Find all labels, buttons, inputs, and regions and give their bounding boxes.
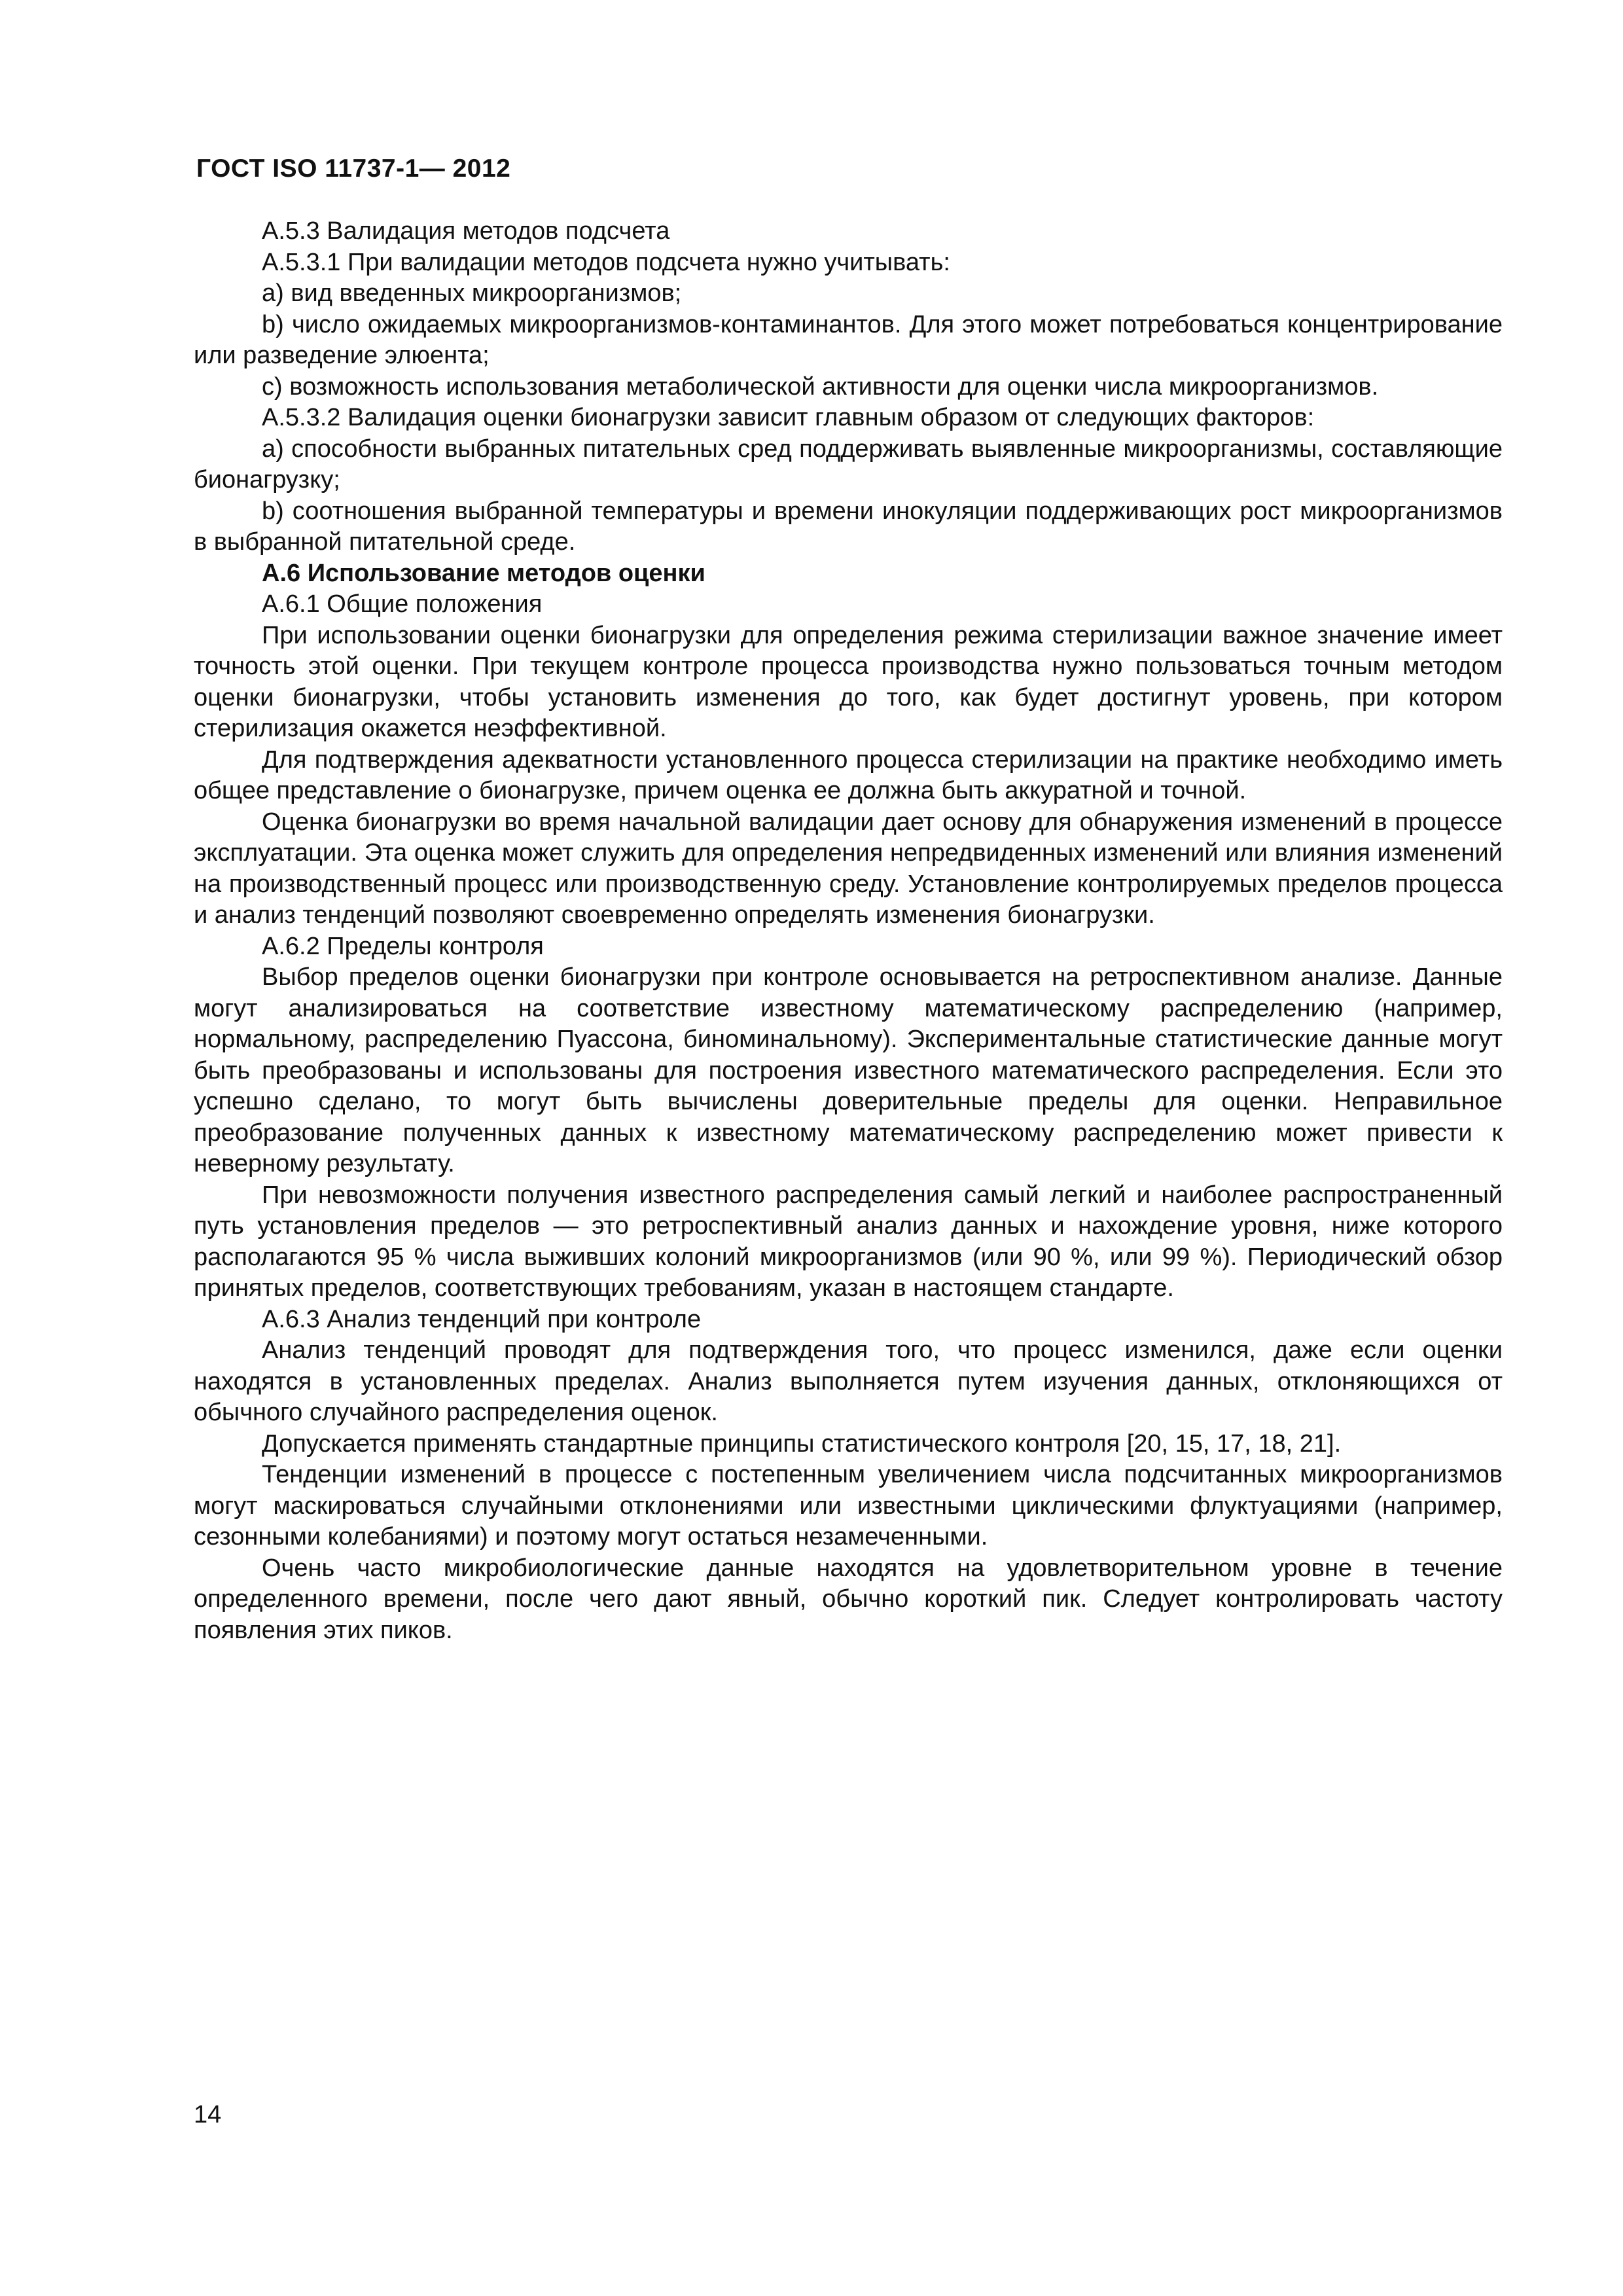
list-item: a) вид введенных микроорганизмов;: [262, 279, 682, 307]
paragraph: А.5.3.2 Валидация оценки бионагрузки зависит главным образом от следующих факторов:: [262, 404, 1315, 431]
paragraph: Выбор пределов оценки бионагрузки при контроле основывается на ретроспективном анализе. Данные могут анализироваться на соответствие известному математическому распределению (например, нормальному, распределению Пуассона, биноминальному). Экспериментальные статистические данные могут быть преобразованы и использованы для построения известного математического распределения. Если это успешно сделано, то могут быть вычислены доверительные пределы для оценки. Неправильное преобразование полученных данных к известному математическому распределению может привести к неверному результату.: [194, 963, 1503, 1177]
paragraph: Оценка бионагрузки во время начальной валидации дает основу для обнаружения изменений в процессе эксплуатации. Эта оценка может служить для определения непредвиденных изменений или влияния изменений на производственный процесс или производственную среду. Установление контролируемых пределов процесса и анализ тенденций позволяют своевременно определять изменения бионагрузки.: [194, 808, 1503, 929]
paragraph: Тенденции изменений в процессе с постепенным увеличением числа подсчитанных микроорганизмов могут маскироваться случайными отклонениями или известными циклическими флуктуациями (например, сезонными колебаниями) и поэтому могут остаться незамеченными.: [194, 1461, 1503, 1551]
page-number: 14: [194, 2101, 222, 2128]
paragraph: Для подтверждения адекватности установленного процесса стерилизации на практике необходимо иметь общее представление о бионагрузке, причем оценка ее должна быть аккуратной и точной.: [194, 745, 1503, 804]
document-body: [194, 216, 1503, 1646]
list-item: b) число ожидаемых микроорганизмов-контаминантов. Для этого может потребоваться концентрирование или разведение элюента;: [194, 310, 1503, 369]
list-item: a) способности выбранных питательных сред поддерживать выявленные микроорганизмы, составляющие бионагрузку;: [194, 435, 1503, 493]
paragraph: При использовании оценки бионагрузки для определения режима стерилизации важное значение имеет точность этой оценки. При текущем контроле процесса производства нужно пользоваться точным методом оценки бионагрузки, чтобы установить изменения до того, как будет достигнут уровень, при котором стерилизация окажется неэффективной.: [194, 621, 1503, 742]
subsection-heading: А.6.3 Анализ тенденций при контроле: [262, 1305, 702, 1333]
subsection-heading: А.5.3 Валидация методов подсчета: [262, 217, 670, 245]
paragraph: Анализ тенденций проводят для подтверждения того, что процесс изменился, даже если оценки находятся в установленных пределах. Анализ выполняется путем изучения данных, отклоняющихся от обычного случайного распределения оценок.: [194, 1336, 1503, 1426]
subsection-heading: А.6.1 Общие положения: [262, 590, 543, 618]
subsection-heading: А.6.2 Пределы контроля: [262, 932, 544, 960]
paragraph: А.5.3.1 При валидации методов подсчета нужно учитывать:: [262, 248, 950, 276]
document-header: ГОСТ ISO 11737-1— 2012: [196, 154, 511, 183]
paragraph: При невозможности получения известного распределения самый легкий и наиболее распространенный путь установления пределов — это ретроспективный анализ данных и нахождение уровня, ниже которого располагаются 95 % числа выживших колоний микроорганизмов (или 90 %, или 99 %). Периодический обзор принятых пределов, соответствующих требованиям, указан в настоящем стандарте.: [194, 1181, 1503, 1302]
section-heading: А.6 Использование методов оценки: [262, 559, 705, 587]
paragraph: Допускается применять стандартные принципы статистического контроля [20, 15, 17, 18, 21].: [262, 1429, 1342, 1458]
list-item: b) соотношения выбранной температуры и времени инокуляции поддерживающих рост микроорганизмов в выбранной питательной среде.: [194, 497, 1503, 556]
list-item: c) возможность использования метаболической активности для оценки числа микроорганизмов.: [262, 372, 1379, 401]
paragraph: Очень часто микробиологические данные находятся на удовлетворительном уровне в течение определенного времени, после чего дают явный, обычно короткий пик. Следует контролировать частоту появления этих пиков.: [194, 1554, 1503, 1644]
